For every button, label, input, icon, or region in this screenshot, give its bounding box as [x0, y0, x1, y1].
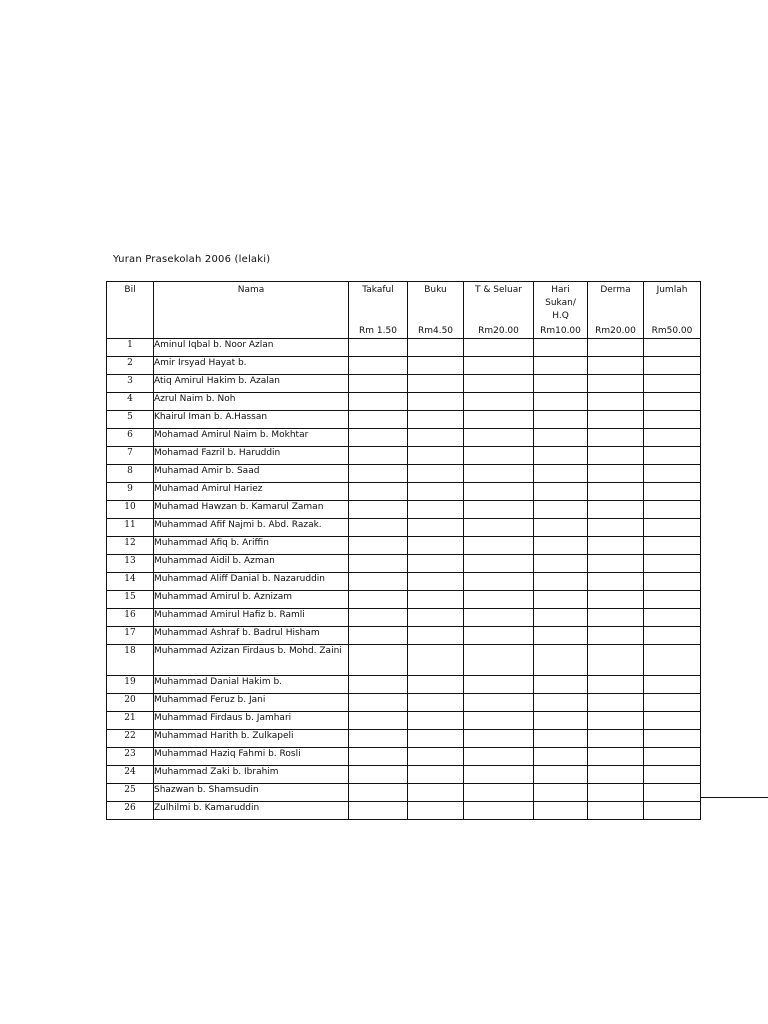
header-price: Rm50.00	[651, 326, 693, 336]
hari-sukan-cell	[534, 429, 588, 447]
buku-cell	[408, 555, 464, 573]
table-row	[107, 676, 701, 694]
derma-cell	[588, 375, 644, 393]
takaful-cell	[349, 519, 408, 537]
derma-cell	[588, 339, 644, 357]
hari-sukan-cell	[534, 411, 588, 429]
takaful-cell	[349, 357, 408, 375]
table-row	[107, 537, 701, 555]
t-seluar-cell	[464, 802, 534, 820]
table-row	[107, 447, 701, 465]
jumlah-cell	[644, 501, 701, 519]
jumlah-cell	[644, 712, 701, 730]
student-name: Aminul Iqbal b. Noor Azlan	[154, 339, 349, 357]
header-price: Rm20.00	[478, 326, 519, 336]
buku-cell	[408, 694, 464, 712]
t-seluar-cell	[464, 411, 534, 429]
takaful-cell	[349, 802, 408, 820]
student-name: Muhammad Haziq Fahmi b. Rosli	[154, 748, 349, 766]
header-buku	[408, 282, 464, 339]
derma-cell	[588, 627, 644, 645]
takaful-cell	[349, 609, 408, 627]
jumlah-cell	[644, 339, 701, 357]
takaful-cell	[349, 465, 408, 483]
student-name: Muhammad Ashraf b. Badrul Hisham	[154, 627, 349, 645]
row-number: 22	[107, 730, 154, 748]
t-seluar-cell	[464, 339, 534, 357]
student-name: Shazwan b. Shamsudin	[154, 784, 349, 802]
derma-cell	[588, 555, 644, 573]
buku-cell	[408, 802, 464, 820]
buku-cell	[408, 627, 464, 645]
table-row	[107, 784, 701, 802]
t-seluar-cell	[464, 766, 534, 784]
buku-cell	[408, 730, 464, 748]
jumlah-cell	[644, 645, 701, 676]
jumlah-cell	[644, 447, 701, 465]
student-name: Muhammad Amirul b. Aznizam	[154, 591, 349, 609]
row-number: 9	[107, 483, 154, 501]
t-seluar-cell	[464, 784, 534, 802]
jumlah-cell	[644, 784, 701, 802]
derma-cell	[588, 429, 644, 447]
derma-cell	[588, 676, 644, 694]
t-seluar-cell	[464, 712, 534, 730]
header-price: Rm4.50	[417, 326, 454, 336]
hari-sukan-cell	[534, 465, 588, 483]
student-name: Mohamad Amirul Naim b. Mokhtar	[154, 429, 349, 447]
row-number: 3	[107, 375, 154, 393]
student-name: Muhamad Amir b. Saad	[154, 465, 349, 483]
row-number: 15	[107, 591, 154, 609]
header-label: Nama	[237, 285, 265, 295]
row-number: 6	[107, 429, 154, 447]
header-price: Rm10.00	[540, 326, 581, 336]
jumlah-cell	[644, 429, 701, 447]
student-name: Muhamad Amirul Hariez	[154, 483, 349, 501]
buku-cell	[408, 465, 464, 483]
t-seluar-cell	[464, 591, 534, 609]
hari-sukan-cell	[534, 766, 588, 784]
row-number: 16	[107, 609, 154, 627]
buku-cell	[408, 573, 464, 591]
takaful-cell	[349, 339, 408, 357]
header-bil	[107, 282, 154, 339]
row-number: 26	[107, 802, 154, 820]
student-name: Muhammad Amirul Hafiz b. Ramli	[154, 609, 349, 627]
t-seluar-cell	[464, 375, 534, 393]
row-number: 20	[107, 694, 154, 712]
jumlah-cell	[644, 591, 701, 609]
takaful-cell	[349, 447, 408, 465]
student-name: Muhamad Hawzan b. Kamarul Zaman	[154, 501, 349, 519]
takaful-cell	[349, 627, 408, 645]
hari-sukan-cell	[534, 573, 588, 591]
table-row	[107, 555, 701, 573]
takaful-cell	[349, 375, 408, 393]
takaful-cell	[349, 694, 408, 712]
fee-table	[106, 281, 701, 820]
buku-cell	[408, 339, 464, 357]
t-seluar-cell	[464, 483, 534, 501]
student-name: Muhammad Zaki b. Ibrahim	[154, 766, 349, 784]
takaful-cell	[349, 712, 408, 730]
student-name: Muhammad Feruz b. Jani	[154, 694, 349, 712]
header-label: Takaful	[362, 285, 394, 295]
derma-cell	[588, 447, 644, 465]
row-number: 25	[107, 784, 154, 802]
table-row	[107, 748, 701, 766]
t-seluar-cell	[464, 676, 534, 694]
buku-cell	[408, 483, 464, 501]
derma-cell	[588, 483, 644, 501]
table-row	[107, 357, 701, 375]
student-name: Muhammad Aliff Danial b. Nazaruddin	[154, 573, 349, 591]
hari-sukan-cell	[534, 393, 588, 411]
derma-cell	[588, 573, 644, 591]
table-row	[107, 609, 701, 627]
table-row	[107, 375, 701, 393]
takaful-cell	[349, 591, 408, 609]
student-name: Muhammad Firdaus b. Jamhari	[154, 712, 349, 730]
buku-cell	[408, 645, 464, 676]
hari-sukan-cell	[534, 712, 588, 730]
row-number: 23	[107, 748, 154, 766]
buku-cell	[408, 429, 464, 447]
header-derma	[588, 282, 644, 339]
header-label: T & Seluar	[475, 285, 522, 295]
derma-cell	[588, 645, 644, 676]
row-number: 7	[107, 447, 154, 465]
jumlah-cell	[644, 627, 701, 645]
derma-cell	[588, 694, 644, 712]
header-t-seluar	[464, 282, 534, 339]
hari-sukan-cell	[534, 483, 588, 501]
t-seluar-cell	[464, 429, 534, 447]
student-name: Azrul Naim b. Noh	[154, 393, 349, 411]
hari-sukan-cell	[534, 519, 588, 537]
jumlah-cell	[644, 802, 701, 820]
table-row	[107, 573, 701, 591]
t-seluar-cell	[464, 447, 534, 465]
t-seluar-cell	[464, 393, 534, 411]
table-extension-line	[700, 797, 768, 798]
student-name: Muhammad Afiq b. Ariffin	[154, 537, 349, 555]
table-row	[107, 339, 701, 357]
row-number: 21	[107, 712, 154, 730]
hari-sukan-cell	[534, 339, 588, 357]
jumlah-cell	[644, 375, 701, 393]
header-label: Derma	[600, 285, 631, 295]
row-number: 1	[107, 339, 154, 357]
derma-cell	[588, 609, 644, 627]
row-number: 8	[107, 465, 154, 483]
derma-cell	[588, 730, 644, 748]
table-row	[107, 411, 701, 429]
takaful-cell	[349, 501, 408, 519]
derma-cell	[588, 537, 644, 555]
hari-sukan-cell	[534, 501, 588, 519]
t-seluar-cell	[464, 609, 534, 627]
t-seluar-cell	[464, 537, 534, 555]
takaful-cell	[349, 429, 408, 447]
hari-sukan-cell	[534, 748, 588, 766]
row-number: 5	[107, 411, 154, 429]
table-row	[107, 483, 701, 501]
takaful-cell	[349, 748, 408, 766]
row-number: 13	[107, 555, 154, 573]
buku-cell	[408, 676, 464, 694]
table-row	[107, 694, 701, 712]
student-name: Atiq Amirul Hakim b. Azalan	[154, 375, 349, 393]
t-seluar-cell	[464, 627, 534, 645]
header-nama	[154, 282, 349, 339]
student-name: Muhammad Azizan Firdaus b. Mohd. Zaini	[154, 645, 349, 676]
student-name: Mohamad Fazril b. Haruddin	[154, 447, 349, 465]
table-row	[107, 712, 701, 730]
hari-sukan-cell	[534, 609, 588, 627]
header-hari-sukan	[534, 282, 588, 339]
row-number: 19	[107, 676, 154, 694]
buku-cell	[408, 501, 464, 519]
derma-cell	[588, 357, 644, 375]
hari-sukan-cell	[534, 627, 588, 645]
header-jumlah	[644, 282, 701, 339]
takaful-cell	[349, 573, 408, 591]
header-takaful	[349, 282, 408, 339]
buku-cell	[408, 712, 464, 730]
table-row	[107, 802, 701, 820]
t-seluar-cell	[464, 730, 534, 748]
jumlah-cell	[644, 411, 701, 429]
derma-cell	[588, 411, 644, 429]
table-row	[107, 591, 701, 609]
hari-sukan-cell	[534, 375, 588, 393]
derma-cell	[588, 519, 644, 537]
row-number: 18	[107, 645, 154, 676]
takaful-cell	[349, 784, 408, 802]
buku-cell	[408, 447, 464, 465]
student-name: Zulhilmi b. Kamaruddin	[154, 802, 349, 820]
takaful-cell	[349, 483, 408, 501]
jumlah-cell	[644, 694, 701, 712]
row-number: 17	[107, 627, 154, 645]
derma-cell	[588, 393, 644, 411]
hari-sukan-cell	[534, 645, 588, 676]
table-row	[107, 429, 701, 447]
t-seluar-cell	[464, 501, 534, 519]
t-seluar-cell	[464, 555, 534, 573]
derma-cell	[588, 591, 644, 609]
buku-cell	[408, 609, 464, 627]
takaful-cell	[349, 537, 408, 555]
jumlah-cell	[644, 393, 701, 411]
jumlah-cell	[644, 573, 701, 591]
table-row	[107, 645, 701, 676]
buku-cell	[408, 591, 464, 609]
derma-cell	[588, 784, 644, 802]
derma-cell	[588, 465, 644, 483]
derma-cell	[588, 712, 644, 730]
jumlah-cell	[644, 483, 701, 501]
derma-cell	[588, 766, 644, 784]
jumlah-cell	[644, 766, 701, 784]
row-number: 14	[107, 573, 154, 591]
buku-cell	[408, 357, 464, 375]
student-name: Muhammad Aidil b. Azman	[154, 555, 349, 573]
header-row	[107, 282, 701, 339]
table-row	[107, 393, 701, 411]
buku-cell	[408, 393, 464, 411]
hari-sukan-cell	[534, 784, 588, 802]
derma-cell	[588, 802, 644, 820]
row-number: 10	[107, 501, 154, 519]
jumlah-cell	[644, 676, 701, 694]
t-seluar-cell	[464, 465, 534, 483]
hari-sukan-cell	[534, 447, 588, 465]
header-price: Rm 1.50	[359, 326, 397, 336]
buku-cell	[408, 411, 464, 429]
jumlah-cell	[644, 609, 701, 627]
table-row	[107, 627, 701, 645]
hari-sukan-cell	[534, 694, 588, 712]
row-number: 12	[107, 537, 154, 555]
row-number: 11	[107, 519, 154, 537]
buku-cell	[408, 766, 464, 784]
student-name: Amir Irsyad Hayat b.	[154, 357, 349, 375]
t-seluar-cell	[464, 748, 534, 766]
buku-cell	[408, 784, 464, 802]
derma-cell	[588, 501, 644, 519]
table-row	[107, 465, 701, 483]
page-title: Yuran Prasekolah 2006 (lelaki)	[113, 254, 271, 265]
header-label: Buku	[424, 285, 447, 295]
t-seluar-cell	[464, 694, 534, 712]
jumlah-cell	[644, 555, 701, 573]
buku-cell	[408, 537, 464, 555]
hari-sukan-cell	[534, 357, 588, 375]
jumlah-cell	[644, 748, 701, 766]
header-label: Hari Sukan/ H.Q	[545, 285, 576, 321]
jumlah-cell	[644, 465, 701, 483]
table-row	[107, 501, 701, 519]
t-seluar-cell	[464, 645, 534, 676]
jumlah-cell	[644, 730, 701, 748]
row-number: 2	[107, 357, 154, 375]
table-row	[107, 519, 701, 537]
row-number: 4	[107, 393, 154, 411]
student-name: Muhammad Afif Najmi b. Abd. Razak.	[154, 519, 349, 537]
header-label: Jumlah	[656, 285, 688, 295]
hari-sukan-cell	[534, 802, 588, 820]
t-seluar-cell	[464, 573, 534, 591]
table-row	[107, 730, 701, 748]
student-name: Muhammad Danial Hakim b.	[154, 676, 349, 694]
buku-cell	[408, 748, 464, 766]
row-number: 24	[107, 766, 154, 784]
jumlah-cell	[644, 537, 701, 555]
jumlah-cell	[644, 519, 701, 537]
takaful-cell	[349, 730, 408, 748]
buku-cell	[408, 375, 464, 393]
buku-cell	[408, 519, 464, 537]
takaful-cell	[349, 676, 408, 694]
student-name: Khairul Iman b. A.Hassan	[154, 411, 349, 429]
header-label: Bil	[124, 285, 136, 295]
student-name: Muhammad Harith b. Zulkapeli	[154, 730, 349, 748]
header-price: Rm20.00	[595, 326, 636, 336]
takaful-cell	[349, 393, 408, 411]
jumlah-cell	[644, 357, 701, 375]
table-row	[107, 766, 701, 784]
derma-cell	[588, 748, 644, 766]
hari-sukan-cell	[534, 591, 588, 609]
t-seluar-cell	[464, 357, 534, 375]
t-seluar-cell	[464, 519, 534, 537]
hari-sukan-cell	[534, 537, 588, 555]
takaful-cell	[349, 555, 408, 573]
takaful-cell	[349, 645, 408, 676]
hari-sukan-cell	[534, 676, 588, 694]
takaful-cell	[349, 411, 408, 429]
hari-sukan-cell	[534, 555, 588, 573]
takaful-cell	[349, 766, 408, 784]
hari-sukan-cell	[534, 730, 588, 748]
